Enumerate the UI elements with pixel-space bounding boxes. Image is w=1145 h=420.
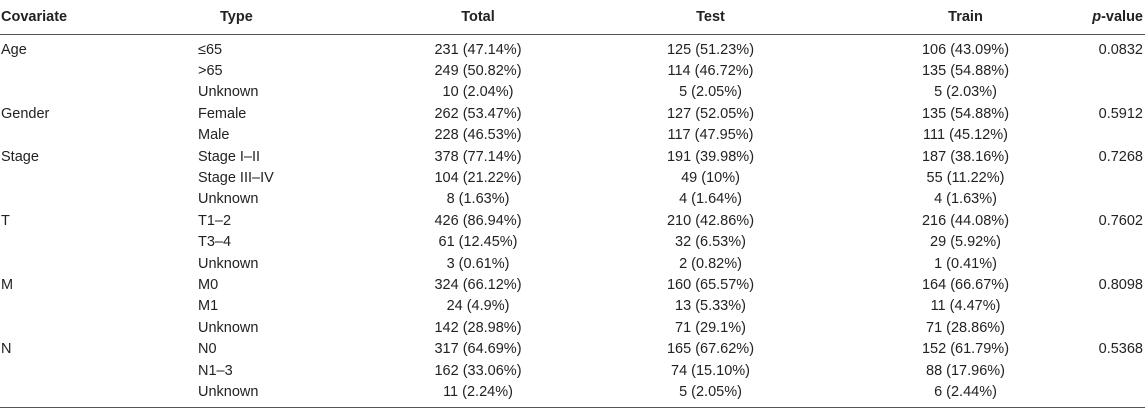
cell-train: 135 (54.88%) — [921, 63, 1010, 80]
cell-pvalue — [1088, 317, 1145, 338]
cell-covariate: N — [1, 341, 12, 358]
table-row — [0, 125, 1145, 146]
cell-total: 24 (4.9%) — [446, 298, 510, 315]
cell-covariate: T — [1, 212, 10, 229]
header-test: Test — [578, 0, 843, 35]
cell-test: 114 (46.72%) — [667, 63, 754, 80]
cell-type: ≤65 — [198, 41, 223, 58]
cell-total: 61 (12.45%) — [438, 234, 518, 251]
cell-test: 32 (6.53%) — [675, 234, 746, 251]
cell-total: 426 (86.94%) — [434, 212, 522, 229]
cell-train: 216 (44.08%) — [921, 212, 1010, 229]
table-row — [0, 360, 1145, 381]
cell-train: 55 (11.22%) — [926, 170, 1005, 187]
cell-train: 152 (61.79%) — [921, 341, 1010, 358]
table-row — [0, 35, 1145, 61]
cell-train: 111 (45.12%) — [923, 127, 1008, 144]
header-pvalue-rest: -value — [1101, 9, 1143, 25]
cell-covariate: M — [1, 276, 14, 293]
cell-pvalue: 0.5912 — [1098, 105, 1143, 122]
cell-total: 104 (21.22%) — [434, 170, 522, 187]
cell-covariate — [0, 125, 198, 146]
cell-train: 11 (4.47%) — [930, 298, 1001, 315]
table-row — [0, 146, 1145, 167]
cell-total: 142 (28.98%) — [434, 319, 522, 336]
cell-test: 4 (1.64%) — [679, 191, 742, 208]
cell-pvalue — [1088, 253, 1145, 274]
cell-pvalue — [1088, 296, 1145, 317]
cell-pvalue — [1088, 82, 1145, 103]
header-train: Train — [843, 0, 1088, 35]
cell-type: M0 — [198, 276, 219, 293]
cell-test: 191 (39.98%) — [666, 148, 755, 165]
cell-train: 6 (2.44%) — [843, 381, 1088, 407]
cell-type: T3–4 — [198, 234, 232, 251]
cell-type: Unknown — [198, 84, 259, 101]
cell-pvalue — [1088, 125, 1145, 146]
cell-type: N0 — [198, 341, 217, 358]
cell-type: Unknown — [198, 191, 259, 208]
cell-covariate: Stage — [1, 148, 39, 165]
header-total: Total — [378, 0, 578, 35]
cell-total: 10 (2.04%) — [442, 84, 514, 101]
header-row — [0, 0, 1145, 35]
cell-covariate — [0, 82, 198, 103]
cell-total: 262 (53.47%) — [434, 105, 522, 122]
cell-test: 2 (0.82%) — [679, 255, 742, 272]
cell-pvalue: 0.7268 — [1098, 148, 1143, 165]
table-row — [0, 253, 1145, 274]
cell-total: 3 (0.61%) — [446, 255, 510, 272]
cell-train: 29 (5.92%) — [930, 234, 1001, 251]
cell-type: T1–2 — [198, 212, 232, 229]
cell-type: Unknown — [198, 319, 259, 336]
cell-pvalue — [1088, 60, 1145, 81]
cell-covariate: Gender — [1, 105, 50, 122]
cell-train: 71 (28.86%) — [926, 319, 1005, 336]
cell-pvalue: 0.8098 — [1098, 276, 1143, 293]
cell-type: M1 — [198, 298, 219, 315]
cell-total: 249 (50.82%) — [434, 63, 522, 80]
cell-covariate — [0, 189, 198, 210]
cell-pvalue: 0.5368 — [1098, 341, 1143, 358]
cell-train: 5 (2.03%) — [934, 84, 997, 101]
cell-covariate — [0, 167, 198, 188]
table-row — [0, 232, 1145, 253]
cell-pvalue — [1088, 360, 1145, 381]
cell-type: Unknown — [198, 381, 378, 407]
cell-type: Stage I–II — [198, 148, 261, 165]
cell-train: 88 (17.96%) — [926, 362, 1005, 379]
cell-type: Stage III–IV — [198, 170, 274, 187]
cell-test: 160 (65.57%) — [666, 276, 755, 293]
cell-test: 49 (10%) — [681, 170, 740, 187]
cell-covariate — [0, 296, 198, 317]
cell-pvalue — [1088, 167, 1145, 188]
cell-type: Female — [198, 105, 247, 122]
header-covariate: Covariate — [0, 0, 198, 35]
cell-pvalue — [1088, 232, 1145, 253]
table-row — [0, 317, 1145, 338]
cell-total: 317 (64.69%) — [434, 341, 522, 358]
table-row — [0, 274, 1145, 295]
cell-test: 74 (15.10%) — [671, 362, 750, 379]
cell-test: 165 (67.62%) — [666, 341, 755, 358]
cell-covariate: Age — [1, 41, 27, 58]
cell-type: Unknown — [198, 255, 259, 272]
cell-pvalue: 0.0832 — [1098, 41, 1143, 58]
table-row — [0, 296, 1145, 317]
table-row — [0, 60, 1145, 81]
table-row — [0, 210, 1145, 231]
cell-total: 162 (33.06%) — [434, 362, 522, 379]
cell-covariate — [0, 253, 198, 274]
cell-test: 125 (51.23%) — [666, 41, 755, 58]
cell-covariate — [0, 360, 198, 381]
table-row — [0, 189, 1145, 210]
cell-train: 135 (54.88%) — [921, 105, 1010, 122]
cell-test: 117 (47.95%) — [667, 127, 754, 144]
header-type: Type — [198, 0, 378, 35]
table-row — [0, 103, 1145, 124]
cell-test: 71 (29.1%) — [675, 319, 746, 336]
cell-train: 1 (0.41%) — [934, 255, 997, 272]
table-row — [0, 82, 1145, 103]
cell-total: 228 (46.53%) — [434, 127, 522, 144]
table-row — [0, 381, 1145, 407]
cell-train: 164 (66.67%) — [921, 276, 1010, 293]
cell-type: >65 — [198, 63, 223, 80]
cell-test: 210 (42.86%) — [666, 212, 755, 229]
header-pvalue — [1088, 0, 1145, 35]
cell-total: 8 (1.63%) — [446, 191, 510, 208]
cell-covariate — [0, 60, 198, 81]
cell-total: 11 (2.24%) — [378, 381, 578, 407]
cell-total: 378 (77.14%) — [434, 148, 522, 165]
cell-test: 127 (52.05%) — [666, 105, 755, 122]
cell-test: 5 (2.05%) — [578, 381, 843, 407]
cell-pvalue — [1088, 381, 1145, 407]
cell-pvalue — [1088, 189, 1145, 210]
cell-test: 13 (5.33%) — [675, 298, 746, 315]
cell-covariate — [0, 232, 198, 253]
cell-covariate — [0, 317, 198, 338]
cell-covariate — [0, 381, 198, 407]
cell-train: 106 (43.09%) — [921, 41, 1010, 58]
table-body — [0, 35, 1145, 408]
cell-train: 4 (1.63%) — [934, 191, 997, 208]
cell-pvalue: 0.7602 — [1098, 212, 1143, 229]
header-pvalue-italic: p — [1092, 9, 1102, 25]
cell-type: N1–3 — [198, 362, 233, 379]
table-row — [0, 167, 1145, 188]
table-row — [0, 338, 1145, 359]
cell-type: Male — [198, 127, 230, 144]
cell-total: 231 (47.14%) — [434, 41, 522, 58]
cell-test: 5 (2.05%) — [679, 84, 742, 101]
cell-train: 187 (38.16%) — [921, 148, 1010, 165]
cell-total: 324 (66.12%) — [434, 276, 522, 293]
